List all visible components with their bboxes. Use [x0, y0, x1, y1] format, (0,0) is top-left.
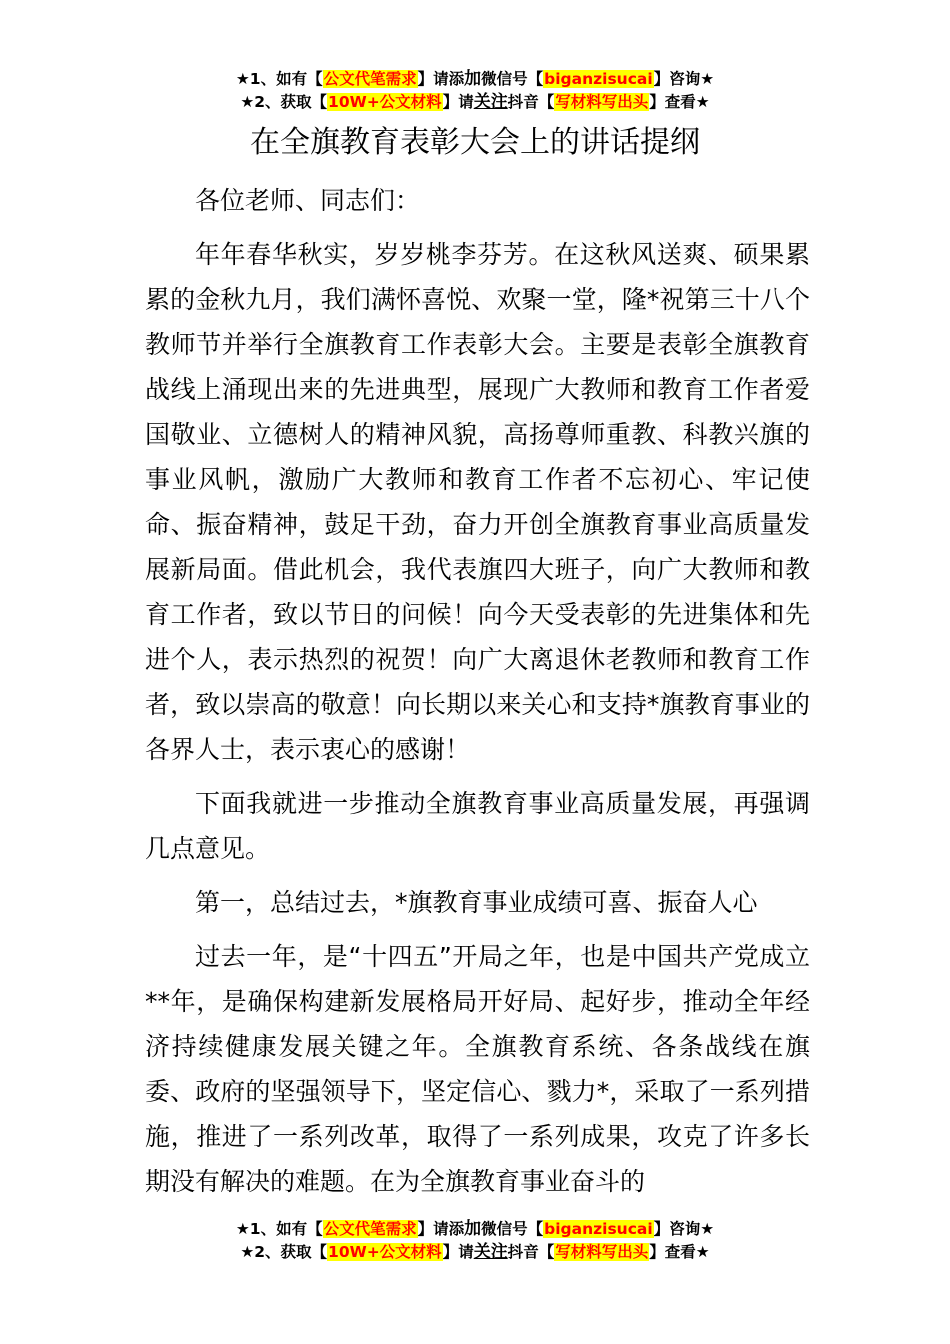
banner-text: 】咨询★ — [653, 70, 715, 88]
header-banner — [0, 68, 950, 114]
banner-emphasis: 加 — [464, 69, 482, 89]
banner-emphasis: 关注 — [473, 92, 508, 112]
footer-banner — [0, 1218, 950, 1264]
highlight-service: 公文代笔需求 — [323, 1220, 417, 1238]
banner-text: 】请添 — [417, 70, 465, 88]
banner-line-2 — [0, 1241, 950, 1264]
highlight-materials: 10W+公文材料 — [328, 93, 442, 111]
banner-text: ★2、获取【 — [240, 93, 328, 111]
banner-text: ★1、如有【 — [235, 1220, 323, 1238]
highlight-douyin: 写材料写出头 — [555, 1243, 649, 1261]
section-heading: 第一，总结过去，*旗教育事业成绩可喜、振奋人心 — [195, 888, 758, 917]
banner-text: 】查看★ — [649, 1243, 710, 1261]
banner-text: 抖音【 — [507, 93, 555, 111]
banner-emphasis: 加 — [464, 1219, 482, 1239]
banner-text: 】查看★ — [649, 93, 710, 111]
highlight-materials: 10W+公文材料 — [328, 1243, 442, 1261]
banner-text: 抖音【 — [507, 1243, 555, 1261]
banner-text: ★2、获取【 — [240, 1243, 328, 1261]
paragraph: 过去一年，是“十四五”开局之年，也是中国共产党成立**年，是确保构建新发展格局开好局、起好步，推动全年经济持续健康发展关键之年。全旗教育系统、各条战线在旗委、政府的坚强领导下，坚定信心、戮力*，采取了一系列措施，推进了一系列改革，取得了一系列成果，攻克了许多长期没有解决的难题。在为全旗教育事业奋斗的 — [145, 942, 810, 1196]
document-body — [145, 178, 810, 1204]
banner-text: 微信号【 — [481, 70, 544, 88]
salutation: 各位老师、同志们： — [195, 186, 421, 215]
banner-text: ★1、如有【 — [235, 70, 323, 88]
banner-line-2 — [0, 91, 950, 114]
banner-text: 】请 — [442, 1243, 474, 1261]
document-title: 在全旗教育表彰大会上的讲话提纲 — [250, 125, 700, 160]
banner-line-1 — [0, 68, 950, 91]
banner-line-1 — [0, 1218, 950, 1241]
banner-text: 】咨询★ — [653, 1220, 715, 1238]
banner-text: 】请添 — [417, 1220, 465, 1238]
highlight-wechat-id: biganzisucai — [544, 70, 653, 88]
highlight-douyin: 写材料写出头 — [555, 93, 649, 111]
paragraph: 下面我就进一步推动全旗教育事业高质量发展，再强调几点意见。 — [145, 789, 810, 863]
paragraph: 年年春华秋实，岁岁桃李芬芳。在这秋风送爽、硕果累累的金秋九月，我们满怀喜悦、欢聚一堂，隆*祝第三十八个教师节并举行全旗教育工作表彰大会。主要是表彰全旗教育战线上涌现出来的先进典型，展现广大教师和教育工作者爱国敬业、立德树人的精神风貌，高扬尊师重教、科教兴旗的事业风帆，激励广大教师和教育工作者不忘初心、牢记使命、振奋精神，鼓足干劲，奋力开创全旗教育事业高质量发展新局面。借此机会，我代表旗四大班子，向广大教师和教育工作者，致以节日的问候！向今天受表彰的先进集体和先进个人，表示热烈的祝贺！向广大离退休老教师和教育工作者，致以崇高的敬意！向长期以来关心和支持*旗教育事业的各界人士，表示衷心的感谢！ — [145, 240, 810, 764]
banner-emphasis: 关注 — [473, 1242, 508, 1262]
banner-text: 】请 — [442, 93, 474, 111]
highlight-wechat-id: biganzisucai — [544, 1220, 653, 1238]
banner-text: 微信号【 — [481, 1220, 544, 1238]
highlight-service: 公文代笔需求 — [323, 70, 417, 88]
